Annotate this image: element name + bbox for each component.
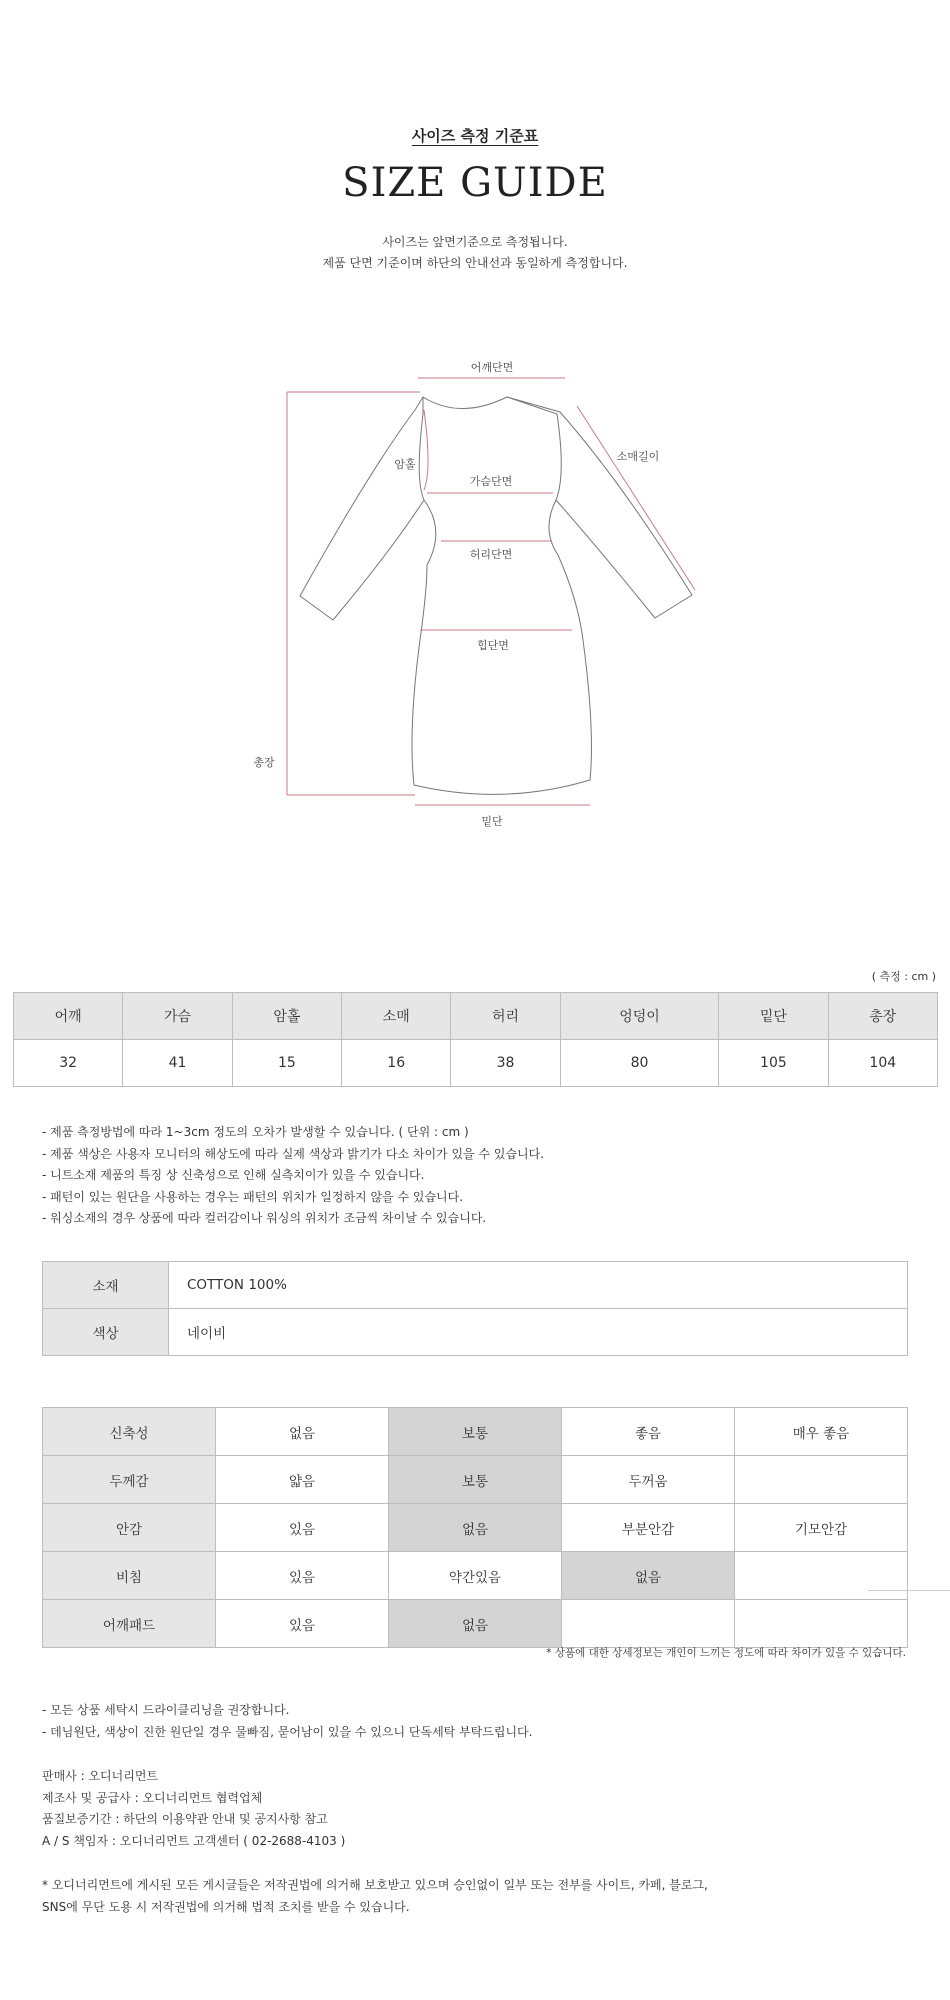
size-guide-subtitle: 사이즈 측정 기준표 [411,127,539,145]
label-waist: 허리단면 [469,548,513,561]
size-header-cell: 어깨 [14,993,123,1040]
size-table-value-row [14,1040,938,1087]
fabric-value: COTTON 100% [169,1262,908,1309]
description-line-1: 사이즈는 앞면기준으로 측정됩니다. [382,235,568,249]
size-header-cell: 엉덩이 [560,993,719,1040]
property-row [43,1504,908,1552]
size-value-cell: 80 [560,1040,719,1087]
property-option [735,1456,908,1504]
description-line-2: 제품 단면 기준이며 하단의 안내선과 동일하게 측정합니다. [322,256,628,270]
property-option: 두꺼움 [562,1456,735,1504]
property-option-selected: 보통 [389,1408,562,1456]
sleeve-line [577,406,695,590]
size-table [13,992,938,1087]
property-option: 얇음 [216,1456,389,1504]
property-option-selected: 없음 [562,1552,735,1600]
property-label: 신축성 [43,1408,216,1456]
note-line: - 제품 색상은 사용자 모니터의 해상도에 따라 실제 색상과 밝기가 다소 차이가 있을 수 있습니다. [42,1146,545,1161]
seller-info [42,1766,345,1852]
size-value-cell: 104 [828,1040,937,1087]
copyright-line: * 오디너리먼트에 게시된 모든 게시글들은 저작권법에 의거해 보호받고 있으며 승인없이 일부 또는 전부를 사이트, 카페, 블로그, [42,1878,708,1892]
copyright-notice [42,1875,912,1918]
divider [868,1590,950,1591]
label-hem: 밑단 [481,815,503,828]
size-header-cell: 암홀 [232,993,341,1040]
size-table-header-row [14,993,938,1040]
size-value-cell: 41 [123,1040,232,1087]
property-option-selected: 없음 [389,1504,562,1552]
care-note-line: - 모든 상품 세탁시 드라이클리닝을 권장합니다. [42,1703,290,1717]
property-option-selected: 보통 [389,1456,562,1504]
property-option: 없음 [216,1408,389,1456]
fabric-label: 소재 [43,1262,169,1309]
size-value-cell: 16 [342,1040,451,1087]
size-header-cell: 허리 [451,993,560,1040]
property-row [43,1456,908,1504]
care-note-line: - 데님원단, 색상이 진한 원단일 경우 물빠짐, 묻어남이 있을 수 있으니 단독세탁 부탁드립니다. [42,1724,533,1739]
property-option: 좋음 [562,1408,735,1456]
label-total-length: 총장 [253,756,275,769]
label-armhole: 암홀 [394,458,416,471]
material-table [42,1261,908,1356]
size-guide-title: SIZE GUIDE [342,160,608,206]
label-chest: 가슴단면 [469,475,513,488]
note-line: - 워싱소재의 경우 상품에 따라 컬러감이나 워싱의 위치가 조금씩 차이날 수 있습니다. [42,1211,487,1225]
property-option-selected: 없음 [389,1600,562,1648]
property-option: 있음 [216,1600,389,1648]
label-shoulder: 어깨단면 [470,361,514,374]
properties-footnote: * 상품에 대한 상세정보는 개인이 느끼는 정도에 따라 차이가 있을 수 있습니다. [546,1647,906,1659]
property-option [562,1600,735,1648]
size-value-cell: 15 [232,1040,341,1087]
property-option [735,1600,908,1648]
size-value-cell: 38 [451,1040,560,1087]
property-option: 있음 [216,1504,389,1552]
size-value-cell: 105 [719,1040,828,1087]
size-value-cell: 32 [14,1040,123,1087]
size-header-cell: 소매 [342,993,451,1040]
material-row [43,1262,908,1309]
note-line: - 패턴이 있는 원단을 사용하는 경우는 패턴의 위치가 일정하지 않을 수 있습니다. [42,1189,464,1204]
measurement-unit: ( 측정 : cm ) [871,970,936,983]
property-label: 안감 [43,1504,216,1552]
property-row [43,1600,908,1648]
color-value: 네이비 [169,1309,908,1356]
label-hip: 힙단면 [477,639,509,652]
copyright-line: SNS에 무단 도용 시 저작권법에 의거해 법적 조치를 받을 수 있습니다. [42,1899,410,1914]
label-sleeve: 소매길이 [616,450,660,463]
property-row [43,1552,908,1600]
property-option: 있음 [216,1552,389,1600]
property-label: 두께감 [43,1456,216,1504]
care-notes [42,1700,532,1743]
property-label: 비침 [43,1552,216,1600]
color-row [43,1309,908,1356]
size-header-cell: 가슴 [123,993,232,1040]
properties-table [42,1407,908,1648]
as-contact-line: A / S 책임자 : 오디너리먼트 고객센터 ( 02-2688-4103 ) [42,1833,346,1848]
color-label: 색상 [43,1309,169,1356]
size-header-cell: 밑단 [719,993,828,1040]
property-option: 매우 좋음 [735,1408,908,1456]
note-line: - 제품 측정방법에 따라 1~3cm 정도의 오차가 발생할 수 있습니다. ( 단위 : cm ) [42,1125,469,1139]
product-notes [42,1122,544,1230]
property-option: 약간있음 [389,1552,562,1600]
property-row [43,1408,908,1456]
property-option: 기모안감 [735,1504,908,1552]
manufacturer-line: 제조사 및 공급사 : 오디너리먼트 협력업체 [42,1790,263,1805]
note-line: - 니트소재 제품의 특징 상 신축성으로 인해 실측치이가 있을 수 있습니다. [42,1168,425,1182]
property-option [735,1552,908,1600]
property-label: 어깨패드 [43,1600,216,1648]
property-option: 부분안감 [562,1504,735,1552]
warranty-line: 품질보증기간 : 하단의 이용약관 안내 및 공지사항 참고 [42,1812,328,1826]
seller-line: 판매사 : 오디너리먼트 [42,1769,159,1783]
dress-measurement-diagram [0,340,950,860]
size-header-cell: 총장 [828,993,937,1040]
